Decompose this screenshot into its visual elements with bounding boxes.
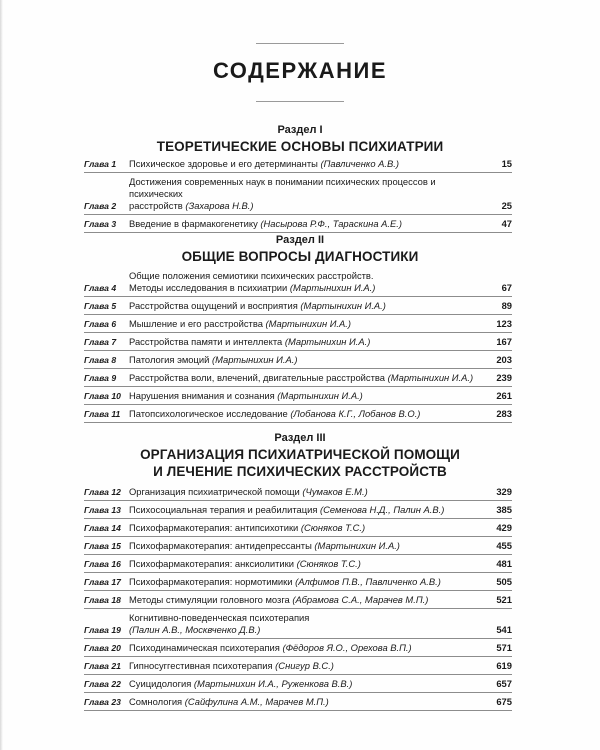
- chapter-number: Глава 8: [84, 355, 117, 365]
- chapter-author: (Алфимов П.В., Павличенко А.В.): [295, 576, 441, 587]
- section-title: ОБЩИЕ ВОПРОСЫ ДИАГНОСТИКИ: [181, 249, 419, 264]
- chapter-title-line: Методы стимуляции головного мозга: [129, 594, 290, 605]
- chapter-page-number: 15: [501, 158, 512, 169]
- chapter-page-number: 167: [496, 336, 512, 347]
- chapter-number: Глава 18: [84, 595, 121, 605]
- chapter-author: (Сайфулина А.М., Марачев М.П.): [184, 696, 329, 707]
- toc-entry: [84, 218, 512, 233]
- toc-entry: [84, 594, 512, 609]
- chapter-author: (Мартынихин И.А.): [277, 390, 363, 401]
- chapter-title: [129, 642, 484, 654]
- chapter-number: Глава 1: [84, 159, 117, 169]
- chapter-title: [129, 372, 484, 384]
- chapter-page-number: 619: [496, 660, 512, 671]
- section-label: Раздел III: [274, 432, 326, 444]
- toc-entry: [84, 390, 512, 405]
- chapter-page-number: 283: [496, 408, 512, 419]
- chapter-title: [129, 576, 484, 588]
- chapter-title-line: Расстройства воли, влечений, двигательные расстройства: [129, 372, 385, 383]
- chapter-number: Глава 2: [84, 201, 117, 211]
- section-title: ОРГАНИЗАЦИЯ ПСИХИАТРИЧЕСКОЙ ПОМОЩИ: [140, 447, 460, 462]
- chapter-page-number: 521: [496, 594, 512, 605]
- chapter-page-number: 481: [496, 558, 512, 569]
- chapter-author: (Лобанова К.Г., Лобанов В.О.): [290, 408, 421, 419]
- toc-entry: [84, 558, 512, 573]
- chapter-number: Глава 23: [84, 697, 121, 707]
- section-2-chapter-list: [84, 270, 512, 426]
- chapter-number: Глава 14: [84, 523, 121, 533]
- toc-entry: [84, 270, 512, 297]
- chapter-title: [129, 594, 484, 606]
- chapter-page-number: 541: [496, 624, 512, 635]
- chapter-page-number: 123: [496, 318, 512, 329]
- chapter-page-number: 25: [501, 200, 512, 211]
- chapter-author: (Снигур В.С.): [275, 660, 334, 671]
- toc-entry: [84, 696, 512, 711]
- toc-entry: [84, 300, 512, 315]
- chapter-title: [129, 336, 484, 348]
- chapter-title: [129, 558, 484, 570]
- chapter-number: Глава 19: [84, 625, 121, 635]
- chapter-author: (Мартынихин И.А.): [284, 336, 371, 347]
- toc-entry: [84, 660, 512, 675]
- chapter-title: [129, 354, 484, 366]
- chapter-number: Глава 15: [84, 541, 121, 551]
- chapter-title: [129, 504, 484, 516]
- chapter-title-line: расстройств: [129, 200, 183, 211]
- chapter-number: Глава 20: [84, 643, 121, 653]
- chapter-title-line: Патология эмоций: [129, 354, 210, 365]
- chapter-page-number: 239: [496, 372, 512, 383]
- chapter-title: [129, 540, 484, 552]
- chapter-title-line: Введение в фармакогенетику: [129, 218, 258, 229]
- chapter-page-number: 47: [501, 218, 512, 229]
- chapter-number: Глава 11: [84, 409, 121, 419]
- page-edge-shadow: [0, 0, 3, 750]
- chapter-title-line: Методы исследования в психиатрии: [129, 282, 288, 293]
- chapter-title-line: Когнитивно-поведенческая психотерапия: [129, 612, 310, 623]
- chapter-number: Глава 16: [84, 559, 121, 569]
- chapter-title-line: Психофармакотерапия: антипсихотики: [129, 522, 299, 533]
- section-3-header: [0, 431, 600, 480]
- toc-entry: [84, 612, 512, 639]
- chapter-page-number: 329: [496, 486, 512, 497]
- chapter-page-number: 67: [501, 282, 512, 293]
- chapter-page-number: 505: [496, 576, 512, 587]
- chapter-number: Глава 17: [84, 577, 121, 587]
- chapter-title-line: Патопсихологическое исследование: [129, 408, 288, 419]
- chapter-title-line: Достижения современных наук в понимании психических процессов и психических: [129, 176, 436, 199]
- chapter-title-line: Сомнология: [129, 696, 183, 707]
- chapter-title: [129, 612, 484, 636]
- chapter-author: (Мартынихин И.А.): [289, 282, 376, 293]
- chapter-author: (Мартынихин И.А.): [387, 372, 474, 383]
- toc-entry: [84, 678, 512, 693]
- chapter-page-number: 675: [496, 696, 512, 707]
- chapter-page-number: 571: [496, 642, 512, 653]
- toc-entry: [84, 642, 512, 657]
- page-title: СОДЕРЖАНИЕ: [212, 58, 388, 83]
- chapter-number: Глава 3: [84, 219, 117, 229]
- chapter-author: (Мартынихин И.А.): [314, 540, 400, 551]
- chapter-number: Глава 9: [84, 373, 117, 383]
- chapter-number: Глава 21: [84, 661, 121, 671]
- chapter-author: (Абрамова С.А., Марачев М.П.): [292, 594, 429, 605]
- chapter-number: Глава 7: [84, 337, 117, 347]
- chapter-title: [129, 218, 484, 230]
- chapter-title-line: Психодинамическая психотерапия: [129, 642, 280, 653]
- chapter-number: Глава 4: [84, 283, 117, 293]
- chapter-author: (Насырова Р.Ф., Тараскина А.Е.): [260, 218, 402, 229]
- chapter-title-line: Расстройства памяти и интеллекта: [129, 336, 283, 347]
- toc-entry: [84, 354, 512, 369]
- toc-entry: [84, 486, 512, 501]
- chapter-title-line: Гипносуггестивная психотерапия: [129, 660, 273, 671]
- chapter-title: [129, 318, 484, 330]
- chapter-title-line: Мышление и его расстройства: [129, 318, 263, 329]
- chapter-title: [129, 390, 484, 402]
- chapter-title: [129, 176, 484, 212]
- chapter-title: [129, 486, 484, 498]
- chapter-title-line: Психосоциальная терапия и реабилитация: [129, 504, 318, 515]
- chapter-title-line: Психическое здоровье и его детерминанты: [129, 158, 318, 169]
- chapter-page-number: 657: [496, 678, 512, 689]
- chapter-number: Глава 13: [84, 505, 121, 515]
- chapter-number: Глава 6: [84, 319, 117, 329]
- toc-entry: [84, 522, 512, 537]
- chapter-author: (Мартынихин И.А.): [211, 354, 298, 365]
- chapter-page-number: 261: [496, 390, 512, 401]
- chapter-title: [129, 408, 484, 420]
- chapter-title: [129, 158, 484, 170]
- toc-entry: [84, 158, 512, 173]
- toc-entry: [84, 408, 512, 423]
- chapter-title-line: Психофармакотерапия: нормотимики: [129, 576, 293, 587]
- section-1-chapter-list: [84, 158, 512, 236]
- chapter-title: [129, 660, 484, 672]
- section-1-header: [0, 123, 600, 155]
- title-divider: [256, 101, 344, 102]
- section-title: ТЕОРЕТИЧЕСКИЕ ОСНОВЫ ПСИХИАТРИИ: [156, 139, 444, 154]
- chapter-title-line: Суицидология: [129, 678, 192, 689]
- chapter-author: (Фёдоров Я.О., Орехова В.П.): [282, 642, 412, 653]
- chapter-page-number: 455: [496, 540, 512, 551]
- chapter-author: (Чумаков Е.М.): [302, 486, 368, 497]
- chapter-author: (Мартынихин И.А., Руженкова В.В.): [193, 678, 353, 689]
- chapter-title: [129, 678, 484, 690]
- top-divider: [256, 43, 344, 44]
- chapter-title-line: Организация психиатрической помощи: [129, 486, 300, 497]
- chapter-title-line: Психофармакотерапия: антидепрессанты: [129, 540, 312, 551]
- chapter-author: (Сюняков Т.С.): [296, 558, 361, 569]
- toc-entry: [84, 576, 512, 591]
- chapter-author: (Мартынихин И.А.): [300, 300, 386, 311]
- chapter-title-line: Нарушения внимания и сознания: [129, 390, 275, 401]
- chapter-number: Глава 5: [84, 301, 117, 311]
- chapter-page-number: 89: [501, 300, 512, 311]
- toc-entry: [84, 176, 512, 215]
- section-3-chapter-list: [84, 486, 512, 714]
- chapter-title: [129, 270, 484, 294]
- chapter-title-line: Расстройства ощущений и восприятия: [129, 300, 298, 311]
- chapter-title: [129, 696, 484, 708]
- toc-entry: [84, 336, 512, 351]
- chapter-author: (Захарова Н.В.): [185, 200, 254, 211]
- chapter-author: (Мартынихин И.А.): [265, 318, 352, 329]
- toc-entry: [84, 540, 512, 555]
- chapter-number: Глава 10: [84, 391, 121, 401]
- chapter-author: (Палин А.В., Москвченко Д.В.): [129, 624, 261, 635]
- chapter-title-line: Психофармакотерапия: анксиолитики: [129, 558, 295, 569]
- chapter-title-line: Общие положения семиотики психических расстройств.: [129, 270, 374, 281]
- section-label: Раздел I: [277, 124, 323, 136]
- toc-entry: [84, 372, 512, 387]
- chapter-title: [129, 522, 484, 534]
- chapter-page-number: 385: [496, 504, 512, 515]
- chapter-title: [129, 300, 484, 312]
- section-title: И ЛЕЧЕНИЕ ПСИХИЧЕСКИХ РАССТРОЙСТВ: [153, 464, 447, 479]
- chapter-page-number: 429: [496, 522, 512, 533]
- toc-entry: [84, 318, 512, 333]
- chapter-number: Глава 22: [84, 679, 121, 689]
- chapter-page-number: 203: [496, 354, 512, 365]
- chapter-author: (Сюняков Т.С.): [300, 522, 366, 533]
- chapter-author: (Павличенко А.В.): [320, 158, 399, 169]
- chapter-number: Глава 12: [84, 487, 121, 497]
- chapter-author: (Семенова Н.Д., Палин А.В.): [320, 504, 445, 515]
- section-2-header: [0, 233, 600, 265]
- toc-entry: [84, 504, 512, 519]
- section-label: Раздел II: [275, 234, 325, 246]
